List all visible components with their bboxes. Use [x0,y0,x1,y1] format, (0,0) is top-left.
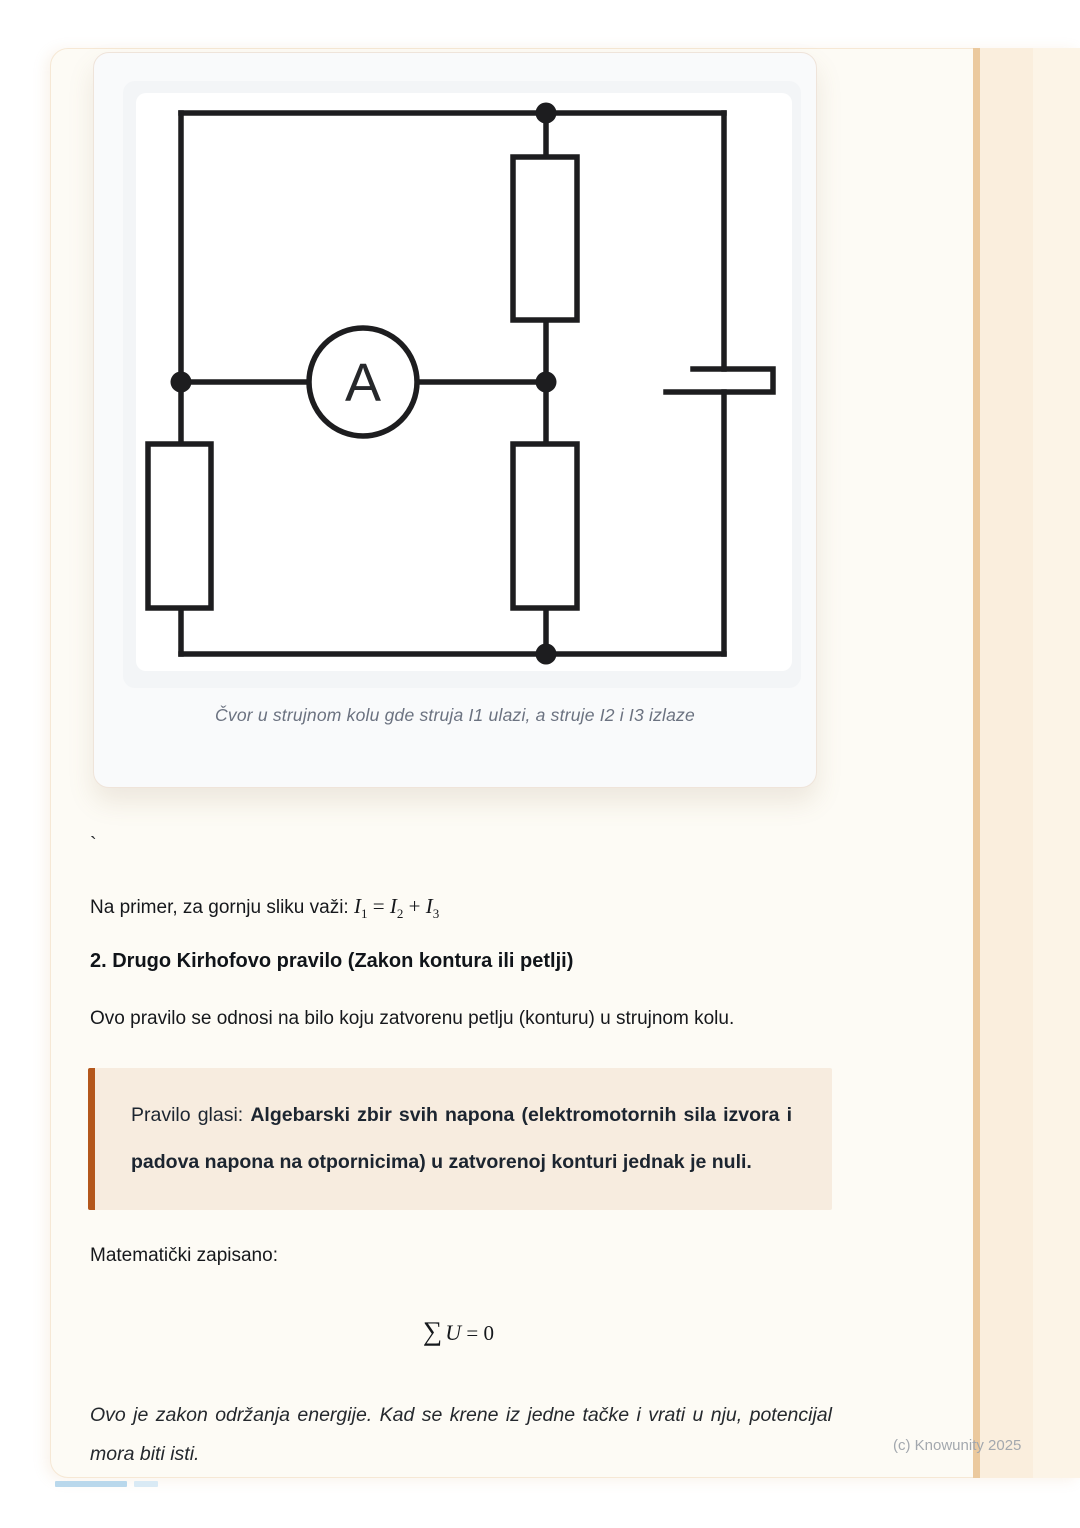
formula-i1: I [354,894,361,918]
formula-i3: I [425,894,433,918]
math-label: Matematički zapisano: [90,1245,278,1266]
example-prefix: Na primer, za gornju sliku važi: [90,897,354,918]
ammeter-label: A [344,353,382,413]
formula-variable: U [445,1320,462,1345]
circuit-diagram [94,53,816,787]
formula-i1-sub: 1 [361,906,368,922]
formula-i3-sub: 3 [432,906,440,922]
bottom-blue-sliver-light [134,1481,158,1487]
resistor-top [513,157,577,320]
node-top [536,103,557,124]
callout-bold-text: Algebarski zbir svih napona (elektromotornih sila izvora i padova napona na otpornicima) u zatvorenoj konturi jednak je nuli. [131,1104,792,1173]
figure-caption: Čvor u strujnom kolu gde struja I1 ulazi, a struje I2 i I3 izlaze [215,705,695,725]
node-bottom [536,644,557,665]
resistor-left [148,444,211,608]
node-middle [536,372,557,393]
outro-paragraph: Ovo je zakon održanja energije. Kad se krene iz jedne tačke i vrati u nju, potencijal mora biti isti. [90,1404,832,1465]
right-margin-stripe [973,48,980,1478]
right-margin-outer-band [1032,48,1080,1478]
stray-backtick: ` [90,834,97,856]
sum-formula [423,1316,494,1347]
section-heading: 2. Drugo Kirhofovo pravilo (Zakon kontura ili petlji) [90,950,574,972]
right-margin-band [980,48,1033,1478]
figure-card [93,52,817,788]
example-line [90,894,439,922]
bottom-blue-sliver [55,1481,127,1487]
resistor-middle [513,444,577,608]
watermark: (c) Knowunity 2025 [893,1437,1022,1454]
sigma-symbol: ∑ [423,1316,443,1346]
formula-eq: = [367,894,390,918]
node-left [171,372,192,393]
formula-plus: + [403,894,426,918]
formula-i2-sub: 2 [396,906,404,922]
rule-callout [88,1068,832,1210]
example-formula [354,894,440,922]
formula-i2: I [389,894,397,918]
formula-rest: = 0 [461,1321,494,1345]
intro-paragraph: Ovo pravilo se odnosi na bilo koju zatvorenu petlju (konturu) u strujnom kolu. [90,1008,735,1029]
callout-lead: Pravilo glasi: [131,1104,251,1126]
